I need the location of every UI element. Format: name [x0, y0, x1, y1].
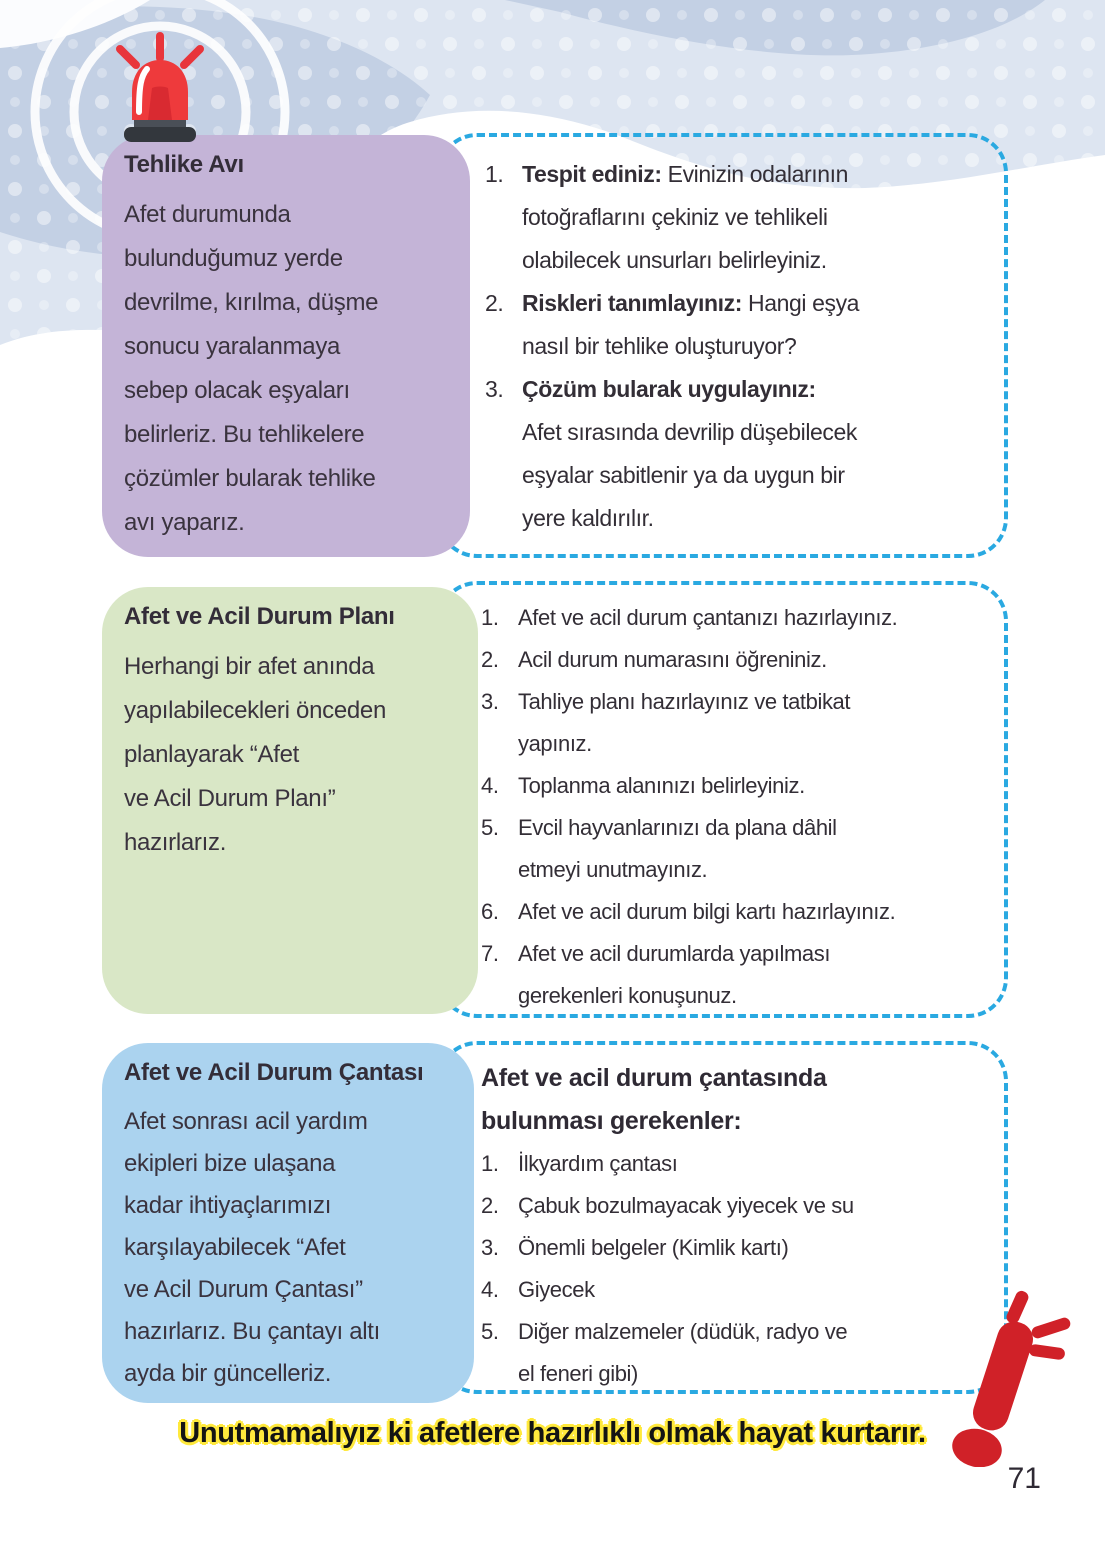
card-body-line: hazırlarız. Bu çantayı altı [124, 1318, 381, 1345]
item-line: İlkyardım çantası [518, 1151, 678, 1176]
item-number: 1. [481, 1151, 499, 1176]
item-line: olabilecek unsurları belirleyiniz. [522, 247, 827, 273]
card-body-line: karşılayabilecek “Afet [124, 1234, 346, 1261]
steps-list [481, 597, 992, 1017]
item-number: 5. [481, 815, 499, 840]
item-number: 3. [485, 376, 504, 402]
item-line [522, 368, 990, 411]
card-body-line: ve Acil Durum Planı” [124, 785, 336, 812]
card-body-line: sonucu yaralanmaya [124, 333, 341, 360]
item-line: eşyalar sabitlenir ya da uygun bir [522, 462, 845, 488]
list-item [481, 807, 992, 891]
list-item [481, 933, 992, 1017]
item-bold: Riskleri tanımlayınız: [522, 290, 742, 316]
item-line: Giyecek [518, 1277, 595, 1302]
item-line: Çabuk bozulmayacak yiyecek ve su [518, 1193, 854, 1218]
card-body [124, 1101, 454, 1395]
item-text: Evinizin odalarının [661, 161, 848, 187]
item-line: el feneri gibi) [518, 1361, 638, 1386]
item-line: yapınız. [518, 731, 592, 756]
item-number: 2. [481, 647, 499, 672]
item-line: nasıl bir tehlike oluşturuyor? [522, 333, 797, 359]
panel-tehlike-avi-steps [437, 133, 1008, 558]
list-item [485, 153, 990, 282]
list-item [481, 597, 992, 639]
supplies-list [481, 1143, 992, 1395]
card-acil-durum-cantasi [102, 1043, 474, 1403]
panel-heading-line: bulunması gerekenler: [481, 1107, 742, 1135]
list-item [481, 1143, 992, 1185]
list-item [481, 681, 992, 765]
card-body-line: kadar ihtiyaçlarımızı [124, 1192, 332, 1219]
item-number: 1. [481, 605, 499, 630]
item-line: Afet sırasında devrilip düşebilecek [522, 419, 858, 445]
card-acil-durum-plani [102, 587, 478, 1014]
card-body-line: yapılabilecekleri önceden [124, 697, 387, 724]
card-title: Afet ve Acil Durum Planı [124, 603, 395, 630]
item-line: Tahliye planı hazırlayınız ve tatbikat [518, 689, 851, 714]
card-body-line: hazırlarız. [124, 829, 227, 856]
card-body-line: Afet sonrası acil yardım [124, 1108, 368, 1135]
item-bold: Çözüm bularak uygulayınız: [522, 376, 816, 402]
card-tehlike-avi [102, 135, 470, 557]
siren-icon [108, 28, 212, 142]
item-line: Diğer malzemeler (düdük, radyo ve [518, 1319, 848, 1344]
item-number: 5. [481, 1319, 499, 1344]
item-number: 4. [481, 1277, 499, 1302]
list-item [481, 1269, 992, 1311]
card-body-line: ekipleri bize ulaşana [124, 1150, 336, 1177]
item-line: etmeyi unutmayınız. [518, 857, 708, 882]
card-body-line: devrilme, kırılma, düşme [124, 289, 379, 316]
panel-heading-line: Afet ve acil durum çantasında [481, 1064, 827, 1092]
item-line: Afet ve acil durum bilgi kartı hazırlayınız. [518, 899, 896, 924]
steps-list [485, 153, 990, 540]
item-number: 3. [481, 1235, 499, 1260]
item-line: yere kaldırılır. [522, 505, 654, 531]
list-item [481, 1311, 992, 1395]
item-text: Hangi eşya [742, 290, 860, 316]
item-number: 2. [485, 290, 504, 316]
item-line: gerekenleri konuşunuz. [518, 983, 737, 1008]
list-item [481, 1227, 992, 1269]
item-number: 2. [481, 1193, 499, 1218]
card-body-line: ayda bir güncelleriz. [124, 1360, 332, 1387]
item-line [522, 153, 990, 196]
item-line [522, 282, 990, 325]
card-body-line: belirleriz. Bu tehlikelere [124, 421, 365, 448]
card-body-line: planlayarak “Afet [124, 741, 299, 768]
item-line: Acil durum numarasını öğreniniz. [518, 647, 827, 672]
item-line: Önemli belgeler (Kimlik kartı) [518, 1235, 789, 1260]
card-title: Tehlike Avı [124, 151, 244, 178]
card-body [124, 193, 450, 545]
card-body-line: Afet durumunda [124, 201, 291, 228]
item-line: Evcil hayvanlarınızı da plana dâhil [518, 815, 837, 840]
card-body-line: avı yaparız. [124, 509, 245, 536]
list-item [485, 368, 990, 540]
item-number: 4. [481, 773, 499, 798]
item-line: fotoğraflarını çekiniz ve tehlikeli [522, 204, 828, 230]
item-line: Afet ve acil durum çantanızı hazırlayınız. [518, 605, 898, 630]
card-body-line: çözümler bularak tehlike [124, 465, 376, 492]
card-body-line: sebep olacak eşyaları [124, 377, 350, 404]
item-number: 6. [481, 899, 499, 924]
list-item [481, 639, 992, 681]
page-number: 71 [1007, 1462, 1041, 1495]
item-line: Afet ve acil durumlarda yapılması [518, 941, 831, 966]
card-title: Afet ve Acil Durum Çantası [124, 1059, 424, 1086]
footer-note: Unutmamalıyız ki afetlere hazırlıklı olmak hayat kurtarır. [179, 1417, 926, 1449]
list-item [481, 1185, 992, 1227]
item-number: 1. [485, 161, 504, 187]
list-item [481, 891, 992, 933]
item-line: Toplanma alanınızı belirleyiniz. [518, 773, 805, 798]
panel-canta-icerik [437, 1041, 1008, 1394]
card-body [124, 645, 458, 865]
card-body-line: bulunduğumuz yerde [124, 245, 343, 272]
item-number: 3. [481, 689, 499, 714]
panel-acil-durum-plani-steps [437, 581, 1008, 1018]
list-item [481, 765, 992, 807]
list-item [485, 282, 990, 368]
card-body-line: Herhangi bir afet anında [124, 653, 375, 680]
card-body-line: ve Acil Durum Çantası” [124, 1276, 363, 1303]
item-bold: Tespit ediniz: [522, 161, 662, 187]
panel-heading [481, 1057, 992, 1143]
item-number: 7. [481, 941, 499, 966]
